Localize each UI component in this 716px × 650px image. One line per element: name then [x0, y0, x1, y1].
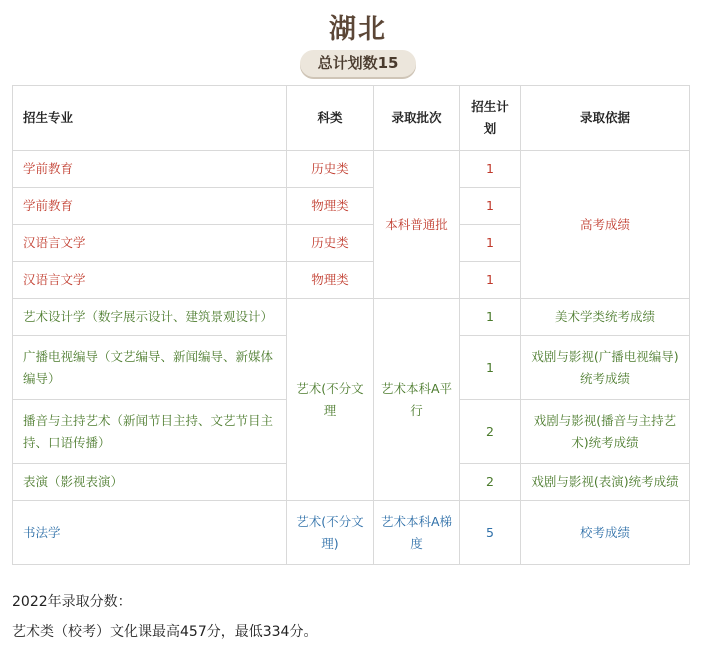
score-year-label: 2022年录取分数：	[12, 594, 132, 610]
table-row	[13, 299, 690, 336]
category-cell: 历史类	[287, 225, 374, 262]
major-cell: 汉语言文学	[13, 262, 287, 299]
header-batch: 录取批次	[374, 86, 460, 151]
table-header-row	[13, 86, 690, 151]
plan-cell: 2	[460, 464, 521, 501]
plan-cell: 1	[460, 151, 521, 188]
major-cell: 学前教育	[13, 188, 287, 225]
province-title: 湖北	[329, 14, 387, 45]
admission-table	[12, 85, 690, 565]
header-plan: 招生计划	[460, 86, 521, 151]
batch-cell: 艺术本科A平行	[374, 299, 460, 501]
category-cell: 物理类	[287, 262, 374, 299]
plan-cell: 1	[460, 225, 521, 262]
basis-cell: 校考成绩	[521, 501, 690, 565]
major-cell: 广播电视编导（文艺编导、新闻编导、新媒体编导）	[13, 336, 287, 400]
batch-cell: 艺术本科A梯度	[374, 501, 460, 565]
table-row	[13, 151, 690, 188]
plan-cell: 1	[460, 262, 521, 299]
plan-cell: 1	[460, 299, 521, 336]
plan-cell: 2	[460, 400, 521, 464]
header-major: 招生专业	[13, 86, 287, 151]
category-cell: 艺术(不分文理)	[287, 501, 374, 565]
score-detail-text: 艺术类（校考）文化课最高457分，最低334分。	[12, 624, 318, 640]
major-cell: 学前教育	[13, 151, 287, 188]
major-cell: 播音与主持艺术（新闻节目主持、文艺节目主持、口语传播）	[13, 400, 287, 464]
category-cell: 艺术(不分文理	[287, 299, 374, 501]
title-block	[0, 12, 716, 77]
basis-cell: 戏剧与影视(广播电视编导)统考成绩	[521, 336, 690, 400]
category-cell: 历史类	[287, 151, 374, 188]
basis-cell: 高考成绩	[521, 151, 690, 299]
category-cell: 物理类	[287, 188, 374, 225]
major-cell: 艺术设计学（数字展示设计、建筑景观设计）	[13, 299, 287, 336]
major-cell: 汉语言文学	[13, 225, 287, 262]
basis-cell: 戏剧与影视(播音与主持艺术)统考成绩	[521, 400, 690, 464]
major-cell: 书法学	[13, 501, 287, 565]
plan-cell: 5	[460, 501, 521, 565]
batch-cell: 本科普通批	[374, 151, 460, 299]
plan-cell: 1	[460, 188, 521, 225]
header-category: 科类	[287, 86, 374, 151]
major-cell: 表演（影视表演）	[13, 464, 287, 501]
header-basis: 录取依据	[521, 86, 690, 151]
basis-cell: 戏剧与影视(表演)统考成绩	[521, 464, 690, 501]
plan-cell: 1	[460, 336, 521, 400]
total-plan-badge: 总计划数15	[300, 50, 417, 77]
basis-cell: 美术学类统考成绩	[521, 299, 690, 336]
table-row	[13, 501, 690, 565]
